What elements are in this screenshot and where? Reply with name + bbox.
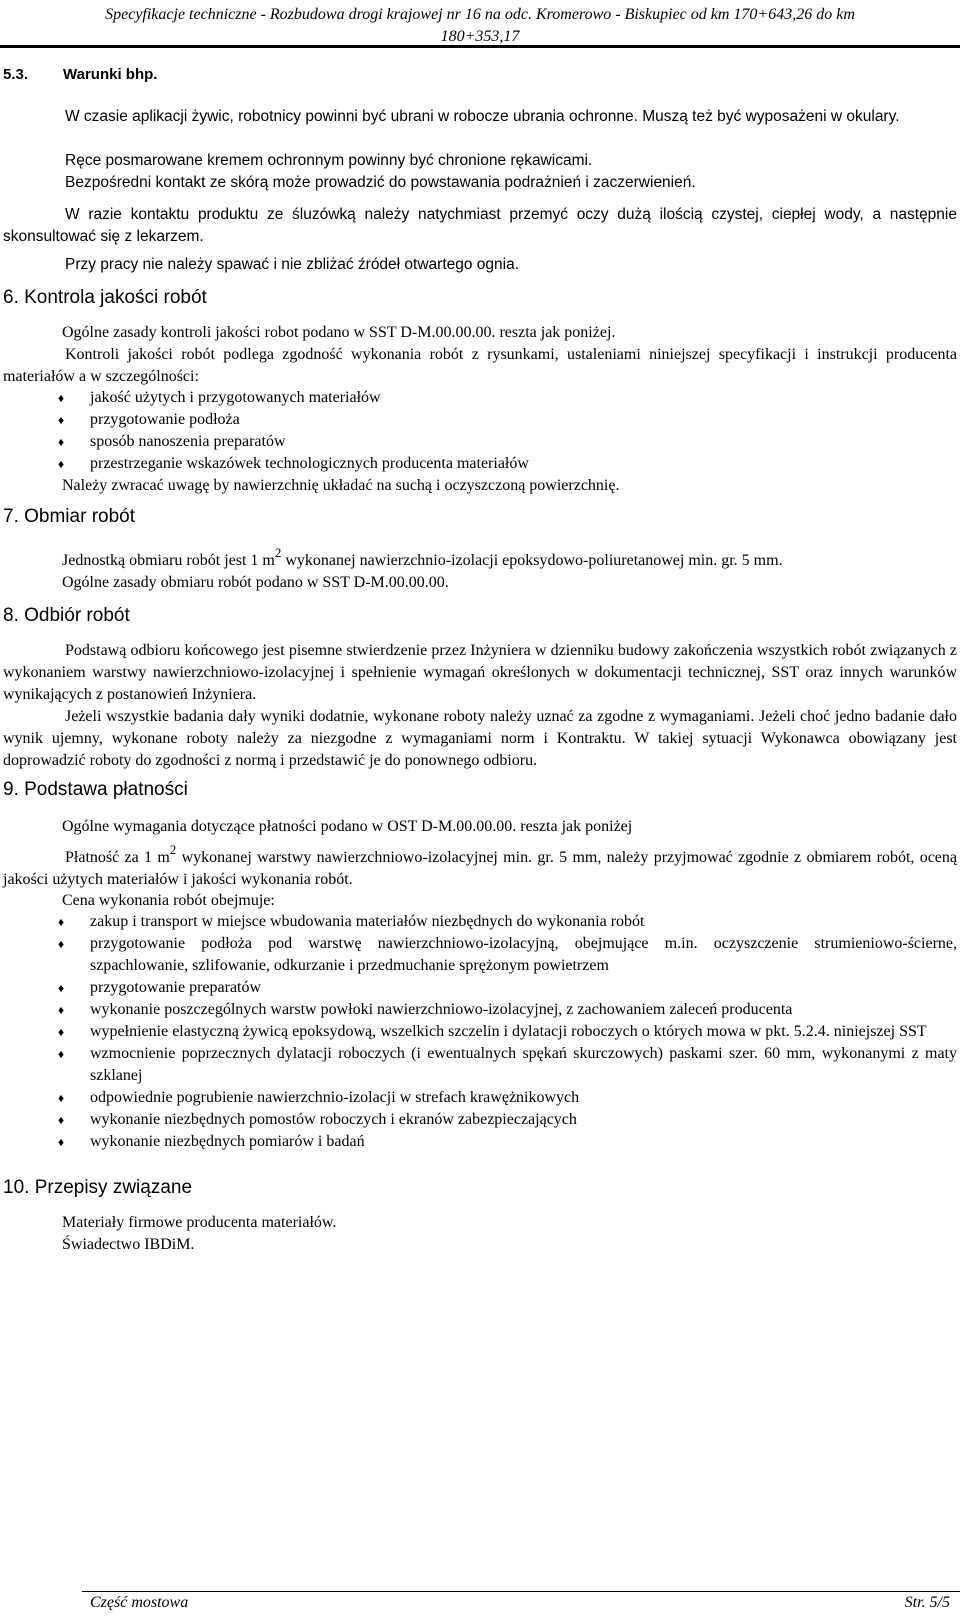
paragraph: Bezpośredni kontakt ze skórą może prowadzić do powstawania podrażnień i zaczerwienień.	[65, 174, 696, 191]
paragraph: Płatność za 1 $m^2$ wykonanej warstwy nawierzchniowo-izolacyjnej min. gr. 5 mm, należy przyjmować zgodnie z obmiarem robót, oceną jakości użytych materiałów i jakości wykonania robót.	[3, 842, 957, 888]
paragraph: Cena wykonania robót obejmuje:	[62, 892, 275, 909]
paragraph: Ręce posmarowane kremem ochronnym powinny być chronione rękawicami.	[65, 152, 593, 169]
diamond-bullet-icon: ♦	[58, 435, 65, 449]
list-item: ♦ jakość użytych i przygotowanych materiałów	[58, 387, 957, 409]
header-line-2: 180+353,17	[440, 28, 520, 45]
list-item: ♦ wykonanie niezbędnych pomostów roboczych i ekranów zabezpieczających	[58, 1109, 957, 1131]
section-number: 5.3.	[3, 66, 29, 83]
section-6-heading: 6. Kontrola jakości robót	[3, 287, 207, 308]
list-item: ♦ przygotowanie podłoża	[58, 409, 957, 431]
paragraph: Ogólne zasady kontroli jakości robot podano w SST D-M.00.00.00. reszta jak poniżej.	[62, 324, 616, 341]
diamond-bullet-icon: ♦	[58, 391, 65, 405]
list-item: ♦ wykonanie niezbędnych pomiarów i badań	[58, 1131, 957, 1153]
page-header	[0, 0, 960, 48]
section-title: Warunki bhp.	[63, 66, 158, 83]
list-item: ♦ przygotowanie podłoża pod warstwę nawierzchniowo-izolacyjną, obejmujące m.in. oczyszczenie strumieniowo-ścierne, szpachlowanie, szlifowanie, odkurzanie i przedmuchanie sprężonym powietrzem	[58, 935, 957, 974]
paragraph: Kontroli jakości robót podlega zgodność wykonania robót z rysunkami, ustaleniami niniejszej specyfikacji i instrukcji producenta materiałów a w szczególności:	[3, 346, 957, 385]
diamond-bullet-icon: ♦	[58, 915, 65, 929]
diamond-bullet-icon: ♦	[58, 981, 65, 995]
paragraph: Ogólne wymagania dotyczące płatności podano w OST D-M.00.00.00. reszta jak poniżej	[62, 818, 633, 835]
list-item: ♦ wypełnienie elastyczną żywicą epoksydową, wszelkich szczelin i dylatacji roboczych o których mowa w pkt. 5.2.4. niniejszej SST	[58, 1021, 957, 1043]
diamond-bullet-icon: ♦	[58, 413, 65, 427]
section-10-heading: 10. Przepisy związane	[3, 1177, 193, 1198]
diamond-bullet-icon: ♦	[58, 937, 65, 951]
diamond-bullet-icon: ♦	[58, 1135, 65, 1149]
footer-section-name: Część mostowa	[90, 1594, 189, 1611]
paragraph: Jeżeli wszystkie badania dały wyniki dodatnie, wykonane roboty należy uznać za zgodne z wymaganiami. Jeżeli choć jedno badanie dało wynik ujemny, wykonane roboty należy za niezgodne z wymaganiami norm i Kontraktu. W takiej sytuacji Wykonawca obowiązany jest doprowadzić roboty do zgodności z normą i przedstawić je do ponownego odbioru.	[3, 708, 957, 769]
diamond-bullet-icon: ♦	[58, 1113, 65, 1127]
paragraph: Należy zwracać uwagę by nawierzchnię układać na suchą i oczyszczoną powierzchnię.	[62, 477, 620, 494]
diamond-bullet-icon: ♦	[58, 1091, 65, 1105]
section-5-3-heading	[3, 66, 157, 83]
list-item: ♦ przygotowanie preparatów	[58, 977, 957, 999]
section-8-heading: 8. Odbiór robót	[3, 605, 130, 626]
header-divider	[0, 45, 960, 48]
price-list	[58, 911, 957, 1153]
page-number: Str. 5/5	[904, 1594, 950, 1611]
quality-list	[58, 387, 957, 475]
diamond-bullet-icon: ♦	[58, 457, 65, 471]
list-item: ♦ sposób nanoszenia preparatów	[58, 431, 957, 453]
footer-divider	[82, 1591, 960, 1592]
list-item: ♦ zakup i transport w miejsce wbudowania materiałów niezbędnych do wykonania robót	[58, 911, 957, 933]
paragraph: Ogólne zasady obmiaru robót podano w SST D-M.00.00.00.	[62, 574, 449, 591]
list-item: ♦ odpowiednie pogrubienie nawierzchnio-izolacji w strefach krawężnikowych	[58, 1087, 957, 1109]
paragraph: Jednostką obmiaru robót jest 1 $m^2$ wykonanej nawierzchnio-izolacji epoksydowo-poliuretanowej min. gr. 5 mm.	[62, 545, 783, 569]
list-item: ♦ przestrzeganie wskazówek technologicznych producenta materiałów	[58, 453, 957, 475]
paragraph: Świadectwo IBDiM.	[62, 1236, 195, 1253]
diamond-bullet-icon: ♦	[58, 1047, 65, 1061]
paragraph: Materiały firmowe producenta materiałów.	[62, 1214, 337, 1231]
list-item: ♦ wzmocnienie poprzecznych dylatacji roboczych (i ewentualnych spękań skurczowych) paskami szer. 60 mm, wykonanymi z maty szklanej	[58, 1045, 957, 1084]
header-line-1: Specyfikacje techniczne - Rozbudowa drogi krajowej nr 16 na odc. Kromerowo - Biskupiec od km 170+643,26 do km	[105, 6, 855, 23]
paragraph: W razie kontaktu produktu ze śluzówką należy natychmiast przemyć oczy dużą ilością czystej, ciepłej wody, a następnie skonsultować się z lekarzem.	[3, 206, 957, 245]
paragraph: Podstawą odbioru końcowego jest pisemne stwierdzenie przez Inżyniera w dzienniku budowy zakończenia wszystkich robót związanych z wykonaniem warstwy nawierzchniowo-izolacyjnej i spełnienie wymagań określonych w dokumentacji technicznej, SST oraz innych warunków wynikających z postanowień Inżyniera.	[3, 642, 957, 703]
section-7-heading: 7. Obmiar robót	[3, 506, 135, 527]
diamond-bullet-icon: ♦	[58, 1003, 65, 1017]
paragraph: W czasie aplikacji żywic, robotnicy powinni być ubrani w robocze ubrania ochronne. Muszą też być wyposażeni w okulary.	[65, 108, 900, 125]
section-9-heading: 9. Podstawa płatności	[3, 779, 188, 800]
list-item: ♦ wykonanie poszczególnych warstw powłoki nawierzchniowo-izolacyjnej, z zachowaniem zaleceń producenta	[58, 999, 957, 1021]
diamond-bullet-icon: ♦	[58, 1025, 65, 1039]
paragraph: Przy pracy nie należy spawać i nie zbliżać źródeł otwartego ognia.	[65, 256, 520, 273]
